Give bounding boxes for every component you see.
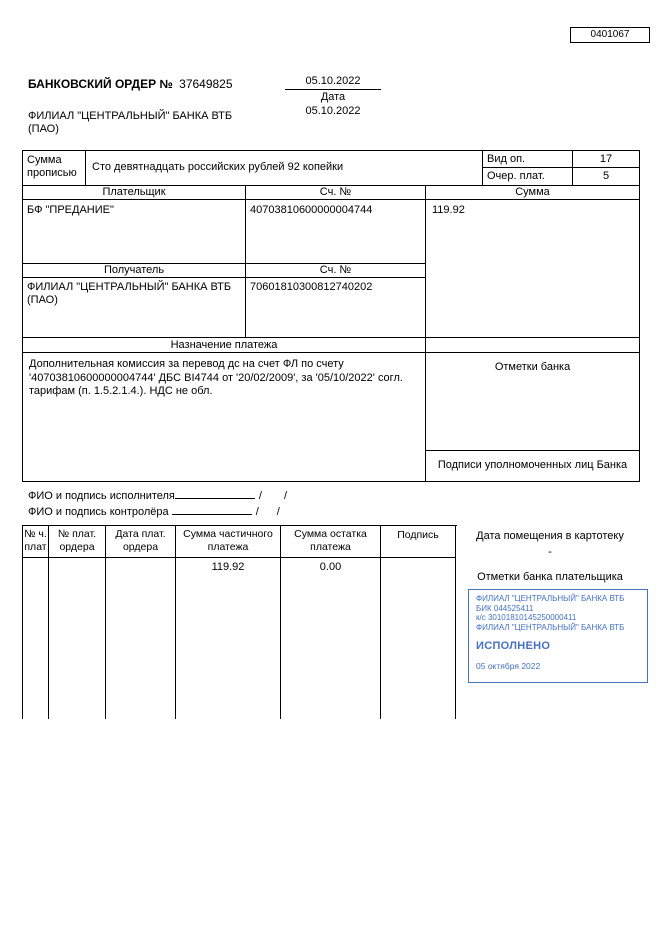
partial-payments-col-order-number xyxy=(49,558,106,719)
partial-payments-col-part-number xyxy=(23,558,49,719)
date-bottom-value: 05.10.2022 xyxy=(305,105,361,117)
payee-header: Получатель xyxy=(23,264,246,278)
payer-name: БФ "ПРЕДАНИЕ" xyxy=(23,200,246,264)
bank-marks-label: Отметки банка xyxy=(426,353,639,451)
amount-in-words-label: Сумма прописью xyxy=(23,151,86,186)
operation-type-label: Вид оп. xyxy=(483,151,573,168)
controller-slash-1: / xyxy=(255,506,259,518)
executor-signature-label: ФИО и подпись исполнителя xyxy=(28,490,175,502)
bank-stamp xyxy=(468,589,648,683)
purpose-row-right-cell xyxy=(426,338,639,353)
remainder-amount-value: 0.00 xyxy=(281,558,381,719)
order-number: 37649825 xyxy=(179,77,233,91)
stamp-status: ИСПОЛНЕНО xyxy=(476,640,551,652)
executor-signature-blank xyxy=(175,487,255,499)
payment-purpose-text: Дополнительная комиссия за перевод дс на счет ФЛ по счету '40703810600000004744' ДБС BI4744 от '20/02/2009', за '05/10/2022' согл. тарифам (п. 1.5.2.1.4.). НДС не обл. xyxy=(23,353,426,481)
operation-type-value: 17 xyxy=(573,151,639,168)
executor-slash-1: / xyxy=(258,490,262,502)
date-field xyxy=(285,75,381,118)
payer-bank-marks-label: Отметки банка плательщика xyxy=(477,571,623,583)
partial-payments-header-partial-amount: Сумма частичного платежа xyxy=(176,526,281,558)
bank-name: ФИЛИАЛ "ЦЕНТРАЛЬНЫЙ" БАНКА ВТБ (ПАО) xyxy=(28,110,233,135)
card-file-date-label: Дата помещения в картотеку xyxy=(476,530,624,542)
payer-header: Плательщик xyxy=(23,186,246,200)
payee-account-header: Сч. № xyxy=(246,264,426,278)
partial-amount-value: 119.92 xyxy=(176,558,281,719)
bank-signatures-label: Подписи уполномоченных лиц Банка xyxy=(437,459,628,471)
payer-account: 40703810600000004744 xyxy=(246,200,426,264)
payer-account-header: Сч. № xyxy=(246,186,426,200)
amount-in-words-value: Сто девятнадцать российских рублей 92 копейки xyxy=(86,151,483,186)
partial-payments-header-part-number: № ч. плат xyxy=(23,526,49,558)
payee-name: ФИЛИАЛ "ЦЕНТРАЛЬНЫЙ" БАНКА ВТБ (ПАО) xyxy=(23,278,246,338)
stamp-bik: БИК 044525411 xyxy=(476,603,534,613)
stamp-bank-name-1: ФИЛИАЛ "ЦЕНТРАЛЬНЫЙ" БАНКА ВТБ xyxy=(476,594,625,603)
controller-signature-label: ФИО и подпись контролёра xyxy=(28,506,169,518)
executor-slash-2: / xyxy=(283,490,288,502)
form-code-box xyxy=(570,27,650,43)
amount-header: Сумма xyxy=(426,186,639,200)
stamp-date: 05 октября 2022 xyxy=(476,661,541,671)
payment-priority-label: Очер. плат. xyxy=(483,168,573,186)
document-title xyxy=(28,77,233,91)
card-file-date-value: - xyxy=(548,546,552,558)
payee-account: 70601810300812740202 xyxy=(246,278,426,338)
date-label: Дата xyxy=(320,91,346,103)
order-table xyxy=(22,150,640,482)
stamp-corr-account: к/с 30101810145250000411 xyxy=(476,613,577,622)
stamp-bank-name-2: ФИЛИАЛ "ЦЕНТРАЛЬНЫЙ" БАНКА ВТБ xyxy=(476,622,625,632)
partial-payments-table xyxy=(22,525,457,719)
partial-payments-col-signature xyxy=(381,558,456,719)
partial-payments-header-order-date: Дата плат. ордера xyxy=(106,526,176,558)
partial-payments-header-signature: Подпись xyxy=(381,526,456,558)
date-top-value: 05.10.2022 xyxy=(285,75,381,90)
payment-purpose-header: Назначение платежа xyxy=(23,338,426,353)
payment-amount: 119.92 xyxy=(426,200,639,338)
partial-payments-header-order-number: № плат. ордера xyxy=(49,526,106,558)
controller-signature-blank xyxy=(172,503,252,515)
executor-signature-line xyxy=(28,487,287,502)
document-title-label: БАНКОВСКИЙ ОРДЕР № xyxy=(28,77,173,91)
form-code-value: 0401067 xyxy=(590,29,630,40)
partial-payments-col-order-date xyxy=(106,558,176,719)
controller-signature-line xyxy=(28,503,280,518)
payment-priority-value: 5 xyxy=(573,168,639,186)
controller-slash-2: / xyxy=(276,506,280,518)
partial-payments-header-remainder-amount: Сумма остатка платежа xyxy=(281,526,381,558)
